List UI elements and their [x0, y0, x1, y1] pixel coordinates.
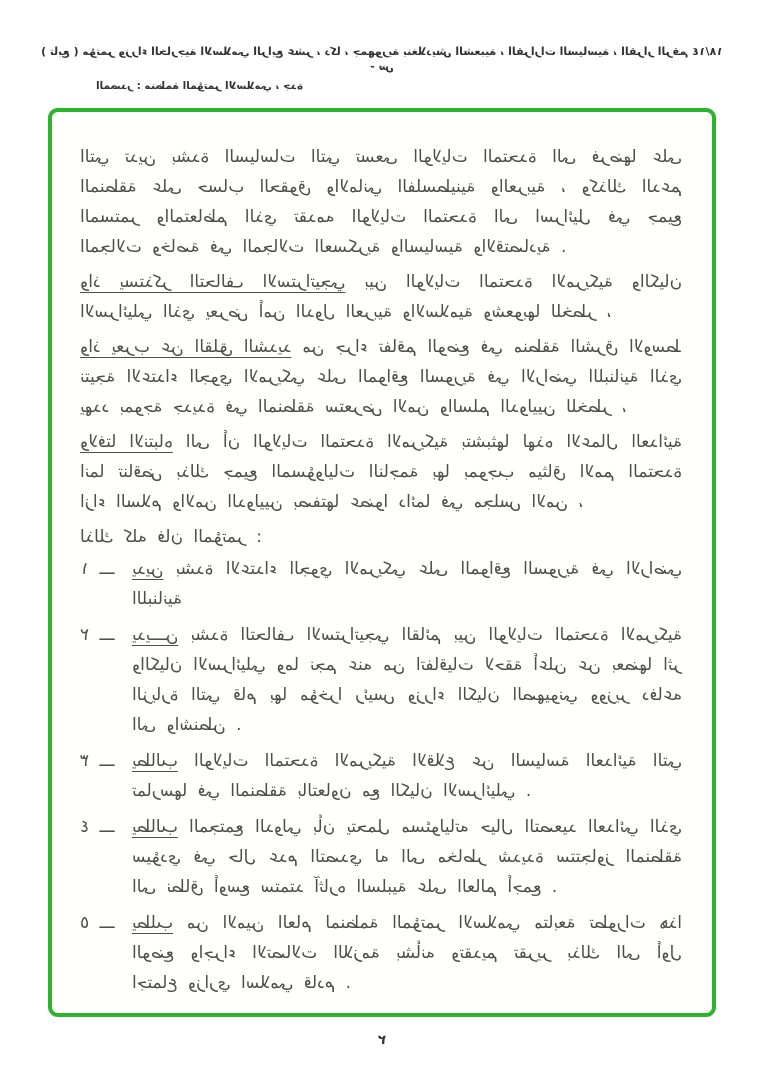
item-text: يطلب من الامين العام لمنظمة المؤتمر الاسلامي متابعة تطورات هذا الوضع واجراء الاتصالات اللازمة بشأنه وتقديم تقرير بذلك الى أول اجتماع وزاري اسلامي قادم . [132, 913, 682, 993]
paragraph-preamble-4 [80, 427, 682, 517]
item-number: ٥ ـــ [80, 913, 115, 933]
item-number: ٣ ـــ [80, 751, 115, 771]
paragraph-text: التي تدين بشدة السياسات التي تسعى الولايات المتحدة الى فرضها على المنطقة على حساب الحقوق والاماني الفلسطينية والعربية ، وكذلك الدعم المستمر والمتعاظم الذي تقدمه الولايات المتحدة الى اسرائيل في جميع المجالات وخاصة في المجالات العسكرية والسياسية والاقتصادية . [80, 147, 682, 257]
item-dash: ـــ [99, 751, 115, 771]
item-text: يديـــن بشدة التحالف الاستراتيجي القائم بين الولايات المتحدة الامريكية والكيان الاسرائيلي وما نجم عنه من اتفاقيات لاحقة أعلن عن بعضها اثر الزيارة التي قام بها مؤخرا رئيس وزراء الكيان الصهيوني ووزير دفاعه الى واشنطن . [132, 625, 682, 735]
scanned-text-body [80, 142, 682, 995]
item-number: ٢ ـــ [80, 625, 115, 645]
underlined-lead: يطلب [132, 913, 173, 933]
header-line-1: ( تابع ) مؤتمر وزراء الخارجية الاسلامي الرابع عشر ، دكا ، جمهورية بنغلاديش الشعبية ، القرارات السياسية ، القرار الرقم ١٨/١٤ - س [41, 45, 723, 73]
item-number: ١ ـــ [80, 559, 115, 579]
paragraph-text: من جراء تفاقم الوضع في منطقة الشرق الاوسط نتيجة الاعتداء الجوي الامريكي على المواقع السورية في الاراضي اللبنانية الذي يهدد بموجة جديدة في المنطقة ستعرض الامن والسلم الدوليين للخطر ، [80, 337, 682, 417]
item-dash: ـــ [99, 913, 115, 933]
item-dash: ـــ [99, 559, 115, 579]
underlined-lead: يدين [132, 559, 164, 579]
item-number: ٤ ـــ [80, 817, 115, 837]
underlined-lead: واذ يستذكر التحالف الاستراتيجي [80, 272, 346, 292]
resolution-item [80, 812, 682, 902]
underlined-lead: واذ يعرب عن القلق الشديد [80, 337, 292, 357]
underlined-lead: يطالب [132, 817, 178, 837]
item-text: يطالب المجتمع الدولي بأن يتحمل مسئولياته حيال التصعيد العدائي الذي سيؤدي في حال عدم التصدي له الى مخاطر شديدة ستتجاوز المنطقة الى نطاق أوسع ستمتد آثاره السلبية على العالم أجمع . [132, 817, 682, 897]
document-frame [48, 108, 716, 1017]
resolution-item [80, 908, 682, 995]
item-text: يطالب الولايات المتحدة الامريكية الاقلاع عن السياسة العدائية التي تمارسها في المنطقة بالتعاون مع الكيان الاسرائيلي . [132, 751, 682, 801]
paragraph-preamble-3 [80, 332, 682, 422]
item-dash: ـــ [99, 625, 115, 645]
item-text: يدين بشدة الاعتداء الجوي الامريكي على المواقع السورية في الاراضي اللبنانية [132, 559, 682, 609]
underlined-lead: ولافتا الانتباه [80, 432, 173, 452]
page-number: ٢ [378, 1033, 386, 1048]
resolution-item [80, 554, 682, 614]
document-header [0, 0, 764, 93]
underlined-lead: يديـــن [132, 625, 179, 645]
paragraph-text: الى أن الولايات المتحدة الامريكية بتشبثها لهذه الاعمال العدائية انما تناقض بذلك جميع المسؤوليات الناجمة بها بموجب ميثاق الامم المتحدة ازاء السلام والامن الدوليين بصفتها عضوا دائما في مجلس الامن ، [80, 432, 682, 512]
underlined-lead: يطالب [132, 751, 178, 771]
paragraph-text: بين الولايات المتحدة الامريكية والكيان الاسرائيلي الذي يعرض أمن الدول العربية والاسلامية وشعوبها للخطر ، [80, 272, 682, 322]
paragraph-preamble-2 [80, 267, 682, 327]
paragraph-preamble-1 [80, 142, 682, 262]
resolution-item [80, 746, 682, 806]
item-dash: ـــ [99, 817, 115, 837]
resolution-intro: لذلك كله فان المؤتمر : [80, 527, 263, 547]
header-line-2: المصدر : منظمة المؤتمر الاسلامي ، جدة [96, 80, 303, 92]
resolution-item [80, 620, 682, 740]
